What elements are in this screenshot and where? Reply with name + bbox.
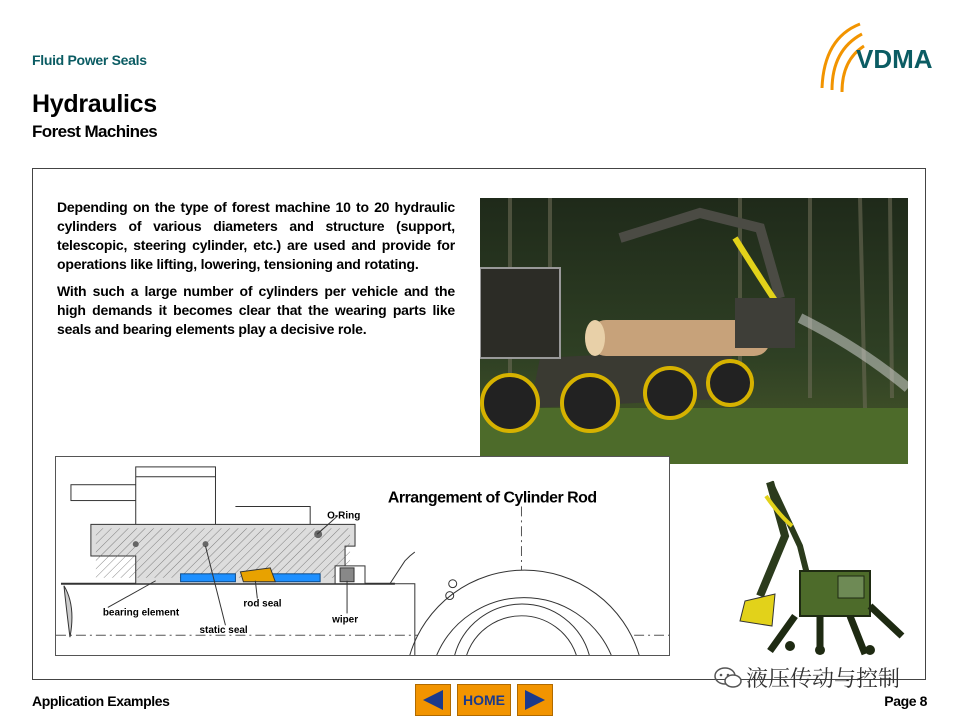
label-rod-seal: rod seal	[243, 598, 282, 610]
logo-text: VDMA	[856, 44, 933, 74]
arrow-left-icon	[421, 689, 445, 711]
vdma-logo	[812, 18, 942, 98]
arrow-right-icon	[523, 689, 547, 711]
home-button[interactable]: HOME	[457, 684, 511, 716]
body-text	[57, 198, 455, 347]
paragraph-2: With such a large number of cylinders per vehicle and the high demands it becomes clear that the wearing parts like seals and bearing elements play a decisive role.	[57, 283, 455, 337]
next-button[interactable]	[517, 684, 553, 716]
label-bearing-element: bearing element	[102, 607, 180, 619]
cylinder-rod-diagram	[55, 456, 670, 656]
label-wiper: wiper	[332, 614, 359, 626]
paragraph-1: Depending on the type of forest machine 10 to 20 hydraulic cylinders of various diameters and structure (support, telescopic, steering cylinder, etc.) are used and provide for operations like lifting, lowering, tensioning and rotating.	[57, 199, 455, 272]
footer-section-label: Application Examples	[32, 693, 170, 709]
watermark-text: 液压传动与控制	[746, 666, 901, 691]
wechat-icon	[714, 667, 742, 689]
prev-button[interactable]	[415, 684, 451, 716]
page-subtitle: Forest Machines	[32, 122, 158, 141]
page-title: Hydraulics	[32, 90, 157, 118]
section-label: Fluid Power Seals	[32, 52, 147, 68]
harvester-photo	[480, 198, 908, 464]
forestry-machine-photo	[730, 476, 910, 656]
page-number: Page 8	[884, 693, 927, 709]
label-o-ring: O-Ring	[327, 510, 361, 522]
diagram-title: Arrangement of Cylinder Rod	[387, 489, 597, 507]
label-static-seal: static seal	[199, 625, 248, 637]
watermark	[714, 662, 900, 693]
